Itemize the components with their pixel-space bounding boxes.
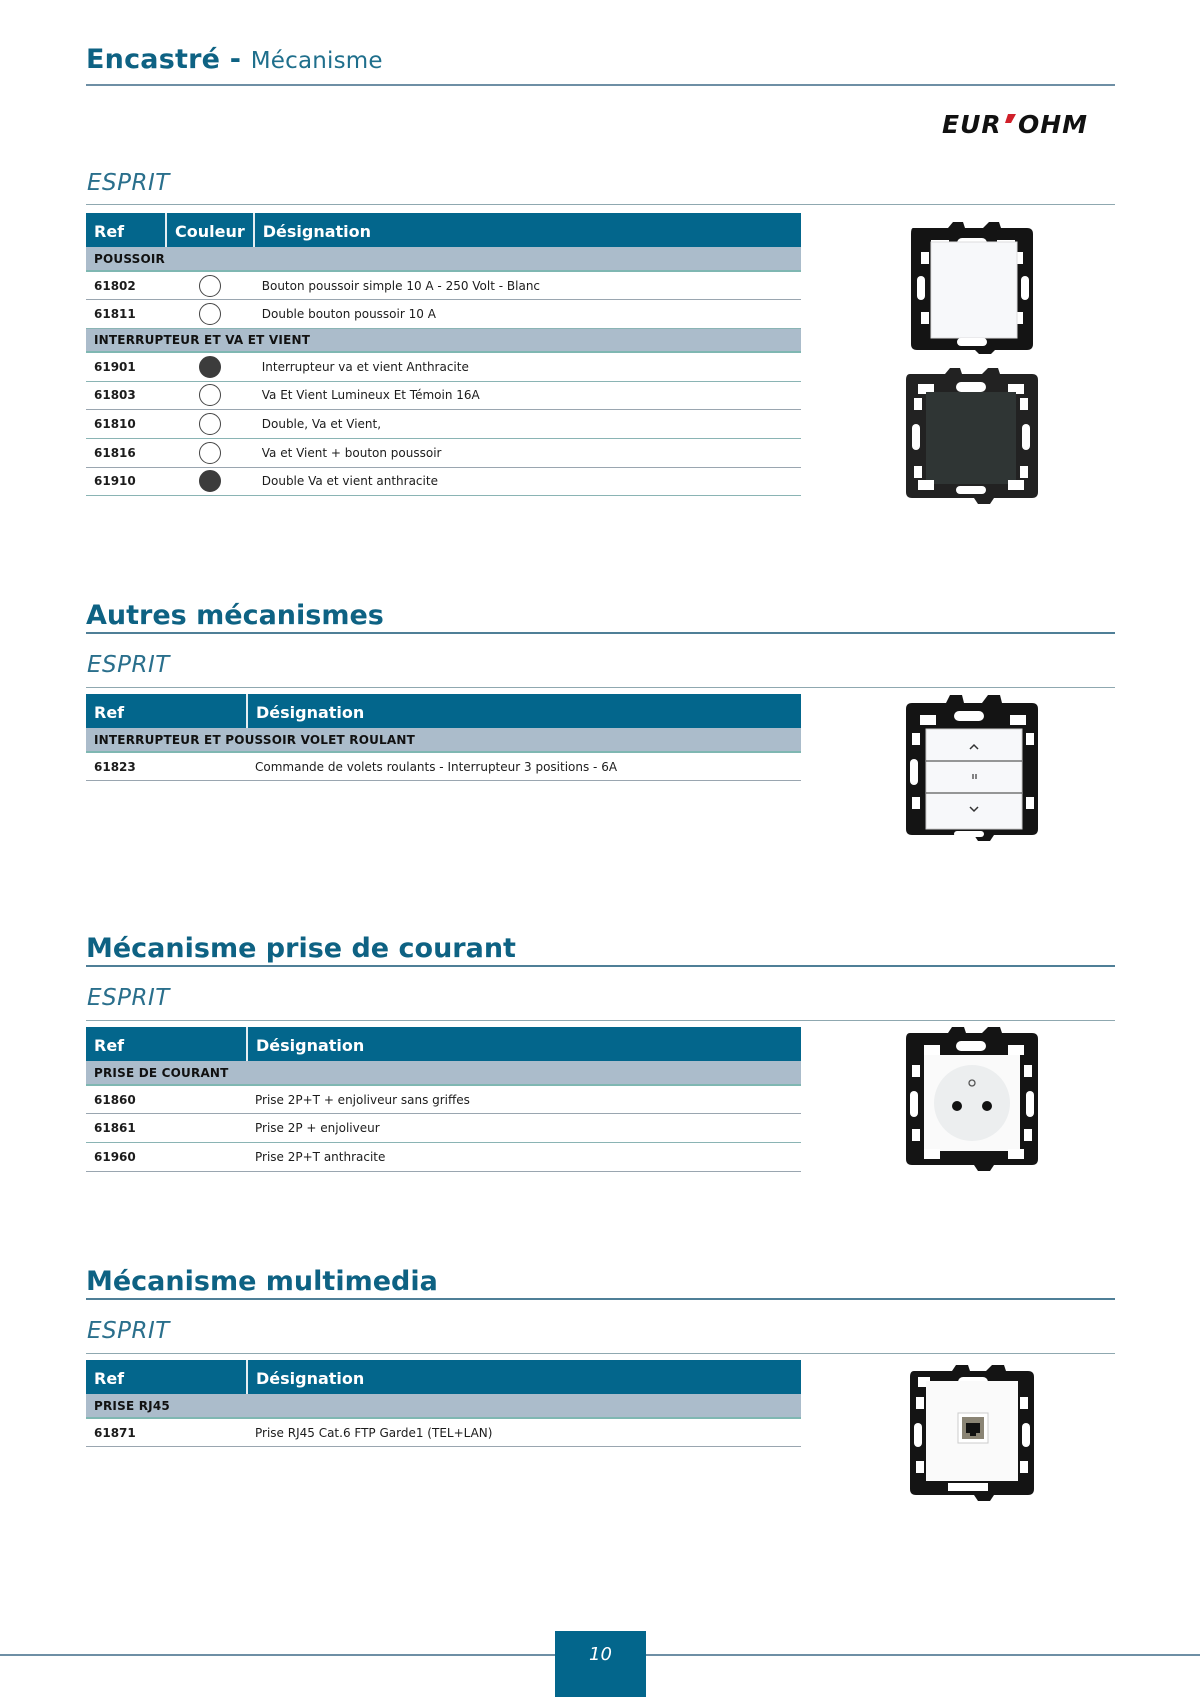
ref-cell: 61871 bbox=[86, 1418, 247, 1447]
group-row bbox=[86, 1061, 801, 1085]
table-row bbox=[86, 1142, 801, 1171]
series-label-esprit: ESPRIT bbox=[87, 985, 170, 1011]
ref-cell: 61860 bbox=[86, 1085, 247, 1114]
designation-cell: Commande de volets roulants - Interrupteur 3 positions - 6A bbox=[247, 752, 801, 781]
series-label-esprit: ESPRIT bbox=[87, 1318, 170, 1344]
ref-cell: 61861 bbox=[86, 1114, 247, 1143]
group-row bbox=[86, 728, 801, 752]
title-divider bbox=[86, 84, 1115, 86]
roller-shutter-control-image bbox=[898, 693, 1046, 843]
multimedia-table bbox=[86, 1360, 801, 1447]
section-divider bbox=[86, 965, 1115, 967]
color-swatch-anthracite bbox=[199, 470, 221, 492]
group-label: INTERRUPTEUR ET POUSSOIR VOLET ROULANT bbox=[86, 728, 801, 752]
svg-text:OHM: OHM bbox=[1018, 110, 1089, 138]
table-row bbox=[86, 352, 801, 381]
table-row bbox=[86, 300, 801, 329]
column-header-designation: Désignation bbox=[247, 694, 801, 728]
ref-cell: 61803 bbox=[86, 381, 166, 410]
page-title-main: Encastré bbox=[86, 44, 221, 75]
column-header-ref: Ref bbox=[86, 1360, 247, 1394]
designation-cell: Va et Vient + bouton poussoir bbox=[254, 438, 801, 467]
color-swatch-white bbox=[199, 275, 221, 297]
column-header-ref: Ref bbox=[86, 1027, 247, 1061]
designation-cell: Prise 2P+T anthracite bbox=[247, 1142, 801, 1171]
anthracite-switch-image bbox=[900, 366, 1042, 504]
table-row bbox=[86, 381, 801, 410]
designation-cell: Double, Va et Vient, bbox=[254, 410, 801, 439]
table-row bbox=[86, 271, 801, 300]
designation-cell: Va Et Vient Lumineux Et Témoin 16A bbox=[254, 381, 801, 410]
table-row bbox=[86, 438, 801, 467]
svg-text:EUR: EUR bbox=[942, 110, 1002, 138]
column-header-ref: Ref bbox=[86, 694, 247, 728]
power-socket-image bbox=[898, 1025, 1046, 1173]
page-title-separator: - bbox=[220, 44, 251, 75]
color-swatch-white bbox=[199, 384, 221, 406]
page-number: 10 bbox=[555, 1631, 646, 1697]
section-title-prise-de-courant: Mécanisme prise de courant bbox=[86, 933, 516, 964]
table-row bbox=[86, 1418, 801, 1447]
designation-cell: Double Va et vient anthracite bbox=[254, 467, 801, 496]
table-row bbox=[86, 752, 801, 781]
designation-cell: Prise 2P + enjoliveur bbox=[247, 1114, 801, 1143]
ref-cell: 61823 bbox=[86, 752, 247, 781]
ref-cell: 61816 bbox=[86, 438, 166, 467]
series-label-esprit: ESPRIT bbox=[87, 170, 170, 196]
section-divider bbox=[86, 1298, 1115, 1300]
page-title-sub: Mécanisme bbox=[250, 48, 383, 74]
series-divider bbox=[86, 687, 1115, 688]
column-header-ref: Ref bbox=[86, 213, 166, 247]
section-divider bbox=[86, 632, 1115, 634]
designation-cell: Prise 2P+T + enjoliveur sans griffes bbox=[247, 1085, 801, 1114]
ref-cell: 61802 bbox=[86, 271, 166, 300]
table-row bbox=[86, 467, 801, 496]
color-swatch-white bbox=[199, 442, 221, 464]
series-divider bbox=[86, 1020, 1115, 1021]
color-swatch-anthracite bbox=[199, 356, 221, 378]
page-title bbox=[86, 44, 383, 75]
group-row bbox=[86, 1394, 801, 1418]
designation-cell: Bouton poussoir simple 10 A - 250 Volt - Blanc bbox=[254, 271, 801, 300]
switches-table bbox=[86, 213, 801, 496]
series-divider bbox=[86, 204, 1115, 205]
column-header-couleur: Couleur bbox=[166, 213, 254, 247]
ref-cell: 61910 bbox=[86, 467, 166, 496]
eurohm-logo bbox=[942, 110, 1116, 138]
ref-cell: 61811 bbox=[86, 300, 166, 329]
series-label-esprit: ESPRIT bbox=[87, 652, 170, 678]
column-header-designation: Désignation bbox=[254, 213, 801, 247]
ref-cell: 61960 bbox=[86, 1142, 247, 1171]
column-header-designation: Désignation bbox=[247, 1027, 801, 1061]
designation-cell: Double bouton poussoir 10 A bbox=[254, 300, 801, 329]
ref-cell: 61810 bbox=[86, 410, 166, 439]
ref-cell: 61901 bbox=[86, 352, 166, 381]
rj45-socket-image bbox=[902, 1363, 1042, 1503]
section-title-multimedia: Mécanisme multimedia bbox=[86, 1266, 438, 1297]
color-swatch-white bbox=[199, 303, 221, 325]
group-label: INTERRUPTEUR ET VA ET VIENT bbox=[86, 328, 801, 352]
section-title-autres-mecanismes: Autres mécanismes bbox=[86, 600, 384, 631]
designation-cell: Interrupteur va et vient Anthracite bbox=[254, 352, 801, 381]
group-label: POUSSOIR bbox=[86, 247, 801, 271]
group-row bbox=[86, 328, 801, 352]
table-row bbox=[86, 1114, 801, 1143]
designation-cell: Prise RJ45 Cat.6 FTP Garde1 (TEL+LAN) bbox=[247, 1418, 801, 1447]
power-socket-table bbox=[86, 1027, 801, 1172]
roller-shutter-table bbox=[86, 694, 801, 781]
white-push-button-image bbox=[903, 220, 1037, 354]
table-row bbox=[86, 410, 801, 439]
series-divider bbox=[86, 1353, 1115, 1354]
group-row bbox=[86, 247, 801, 271]
column-header-designation: Désignation bbox=[247, 1360, 801, 1394]
group-label: PRISE RJ45 bbox=[86, 1394, 801, 1418]
color-swatch-white bbox=[199, 413, 221, 435]
table-row bbox=[86, 1085, 801, 1114]
group-label: PRISE DE COURANT bbox=[86, 1061, 801, 1085]
